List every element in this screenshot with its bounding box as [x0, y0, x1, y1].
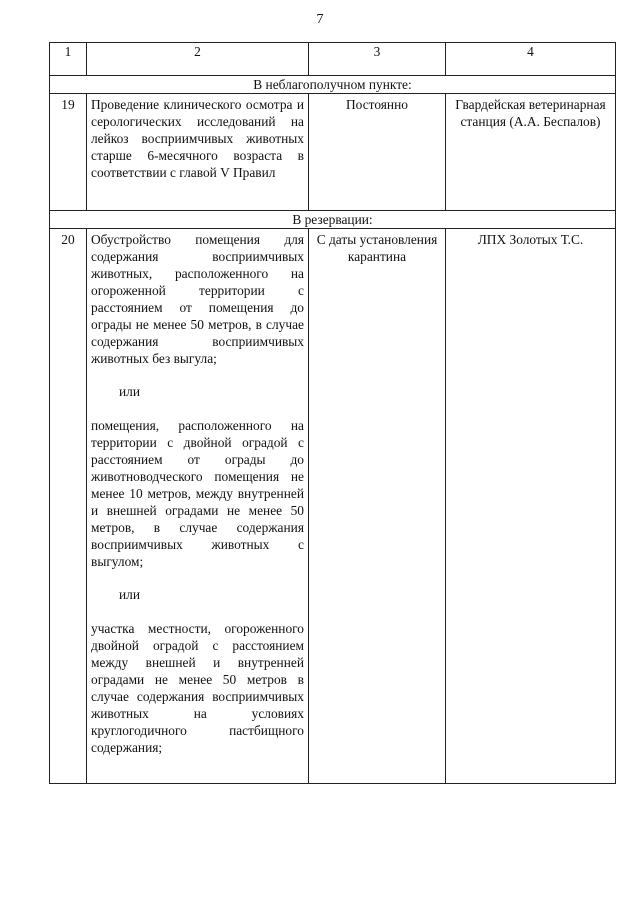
measure-paragraph: помещения, расположенного на территории с двойной оградой с расстоянием от ограды до животноводческого помещения не менее 10 метров, между внутренней и внешней оградами не менее 50 метров, в случае содержания восприимчивых животных с выгулом;	[91, 418, 304, 569]
section-title-reservation: В резервации:	[50, 211, 616, 229]
term-cell: Постоянно	[309, 94, 446, 211]
header-cell-3: 3	[309, 43, 446, 76]
measure-paragraph: участка местности, огороженного двойной оградой с расстоянием между внешней и внутренней оградами не менее 50 метров в случае содержания восприимчивых животных на условиях круглогодичного пастбищного содержания;	[91, 621, 304, 755]
measures-table	[49, 42, 616, 784]
table-row-20	[50, 229, 616, 784]
responsible-cell: ЛПХ Золотых Т.С.	[446, 229, 616, 784]
or-separator: или	[119, 384, 141, 399]
measure-paragraph: Проведение клинического осмотра и серологических исследований на лейкоз восприимчивых животных старше 6-месячного возраста в соответствии с главой V Правил	[91, 97, 304, 180]
section-title-unfavorable: В неблагополучном пункте:	[50, 76, 616, 94]
section-row-unfavorable	[50, 76, 616, 94]
measure-text	[87, 94, 309, 211]
section-row-reservation	[50, 211, 616, 229]
header-cell-4: 4	[446, 43, 616, 76]
term-cell: С даты установления карантина	[309, 229, 446, 784]
row-number: 20	[50, 229, 87, 784]
or-separator: или	[119, 587, 141, 602]
header-row	[50, 43, 616, 76]
page-number: 7	[316, 12, 324, 27]
measure-text	[87, 229, 309, 784]
row-number: 19	[50, 94, 87, 211]
header-cell-2: 2	[87, 43, 309, 76]
responsible-cell: Гвардейская ветеринарная станция (А.А. Беспалов)	[446, 94, 616, 211]
table-row-19	[50, 94, 616, 211]
measure-paragraph: Обустройство помещения для содержания восприимчивых животных, расположенного на огороженной территории с расстоянием от помещения до ограды не менее 50 метров, в случае содержания восприимчивых животных без выгула;	[91, 232, 304, 366]
header-cell-1: 1	[50, 43, 87, 76]
